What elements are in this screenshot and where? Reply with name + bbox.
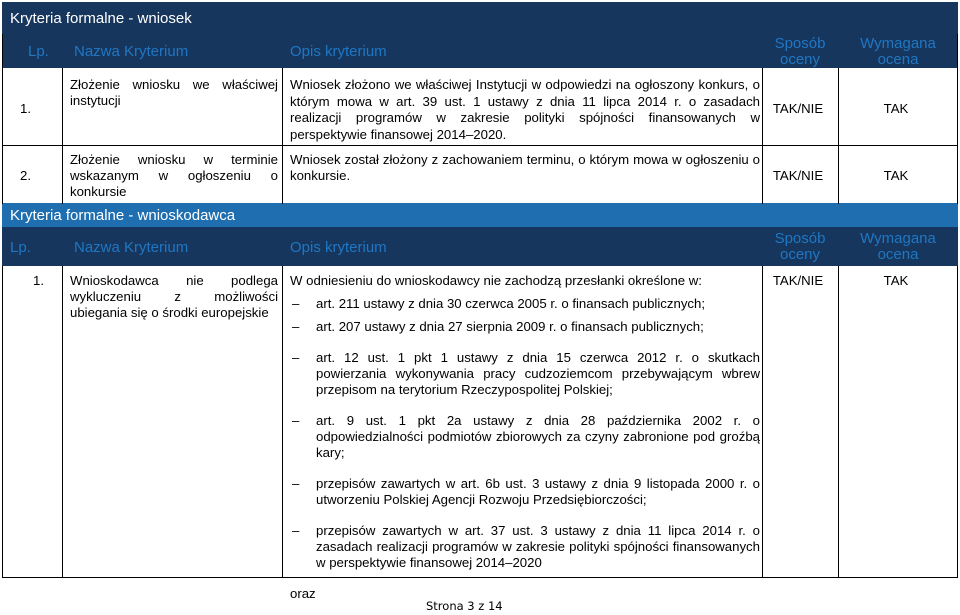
row1-lp: 1. [20, 101, 31, 116]
row3-name: Wnioskodawca nie podlega wykluczeniu z możliwości ubiegania się o środki europejskie [70, 273, 278, 320]
dash-marker: – [292, 476, 300, 491]
row3-method: TAK/NIE [772, 273, 824, 288]
header-method: Sposób oceny [774, 35, 826, 68]
row3-outro: oraz [290, 586, 316, 601]
row2-name: Złożenie wniosku w terminie wskazanym w ogłoszeniu o konkursie [70, 152, 278, 199]
header-name: Nazwa Kryterium [74, 43, 189, 60]
header-desc: Opis kryterium [290, 43, 387, 60]
row3-desc [290, 273, 760, 602]
conditions-list [290, 296, 760, 571]
dash-marker: – [292, 296, 300, 311]
row3-required: TAK [883, 273, 909, 288]
dash-marker: – [292, 413, 300, 428]
row2-method: TAK/NIE [772, 168, 824, 183]
dash-marker: – [292, 350, 300, 365]
row1-desc: Wniosek złożono we właściwej Instytucji w odpowiedzi na ogłoszony konkurs, o którym mowa w art. 39 ust. 1 ustawy z dnia 11 lipca 2014 r. o zasadach realizacji programów w zakresie polityki spójności finansowanych w perspektywie finansowej 2014–2020. [290, 77, 760, 142]
list-item: – art. 9 ust. 1 pkt 2a ustawy z dnia 28 października 2002 r. o odpowiedzialności podmiotów zbiorowych za czyny zabronione pod groźbą kary; [292, 413, 760, 460]
header2-method: Sposób oceny [774, 230, 826, 263]
row1-method: TAK/NIE [772, 101, 824, 116]
section-title-application: Kryteria formalne - wniosek [10, 10, 192, 27]
header2-name: Nazwa Kryterium [74, 239, 189, 256]
list-item: – przepisów zawartych w art. 37 ust. 3 ustawy z dnia 11 lipca 2014 r. o zasadach realizacji programów w zakresie polityki spójności finansowanych w perspektywie finansowej 2014–2020 [292, 523, 760, 570]
list-item: – przepisów zawartych w art. 6b ust. 3 ustawy z dnia 9 listopada 2000 r. o utworzeniu Polskiej Agencji Rozwoju Przedsiębiorczości; [292, 476, 760, 507]
header2-desc: Opis kryterium [290, 239, 387, 256]
page-number: Strona 3 z 14 [426, 599, 503, 613]
row3-lp: 1. [33, 273, 44, 288]
row2-desc: Wniosek został złożony z zachowaniem terminu, o którym mowa w ogłoszeniu o konkursie. [290, 152, 760, 183]
list-item: – art. 211 ustawy z dnia 30 czerwca 2005 r. o finansach publicznych; [292, 296, 706, 311]
dash-marker: – [292, 523, 300, 538]
dash-marker: – [292, 319, 300, 334]
row3-intro: W odniesieniu do wnioskodawcy nie zachodzą przesłanki określone w: [290, 273, 702, 288]
row2-lp: 2. [20, 168, 31, 183]
table-header-row [2, 34, 958, 68]
header-lp: Lp. [28, 43, 49, 60]
section-title-applicant: Kryteria formalne - wnioskodawca [10, 207, 236, 224]
row2-required: TAK [883, 168, 909, 183]
section-title-bar-applicant [2, 203, 958, 227]
header-required: Wymagana ocena [860, 35, 936, 68]
list-item: – art. 207 ustawy z dnia 27 sierpnia 2009 r. o finansach publicznych; [292, 319, 704, 334]
row1-required: TAK [883, 101, 909, 116]
list-item: – art. 12 ust. 1 pkt 1 ustawy z dnia 15 czerwca 2012 r. o skutkach powierzania wykonywania pracy cudzoziemcom przebywającym wbrew przepisom na terytorium Rzeczypospolitej Polskiej; [292, 350, 760, 397]
row1-name: Złożenie wniosku we właściwej instytucji [70, 77, 278, 108]
header2-required: Wymagana ocena [860, 230, 936, 263]
table-header-row-2 [2, 227, 958, 266]
section-title-bar-application [2, 2, 958, 34]
header2-lp: Lp. [10, 239, 31, 256]
